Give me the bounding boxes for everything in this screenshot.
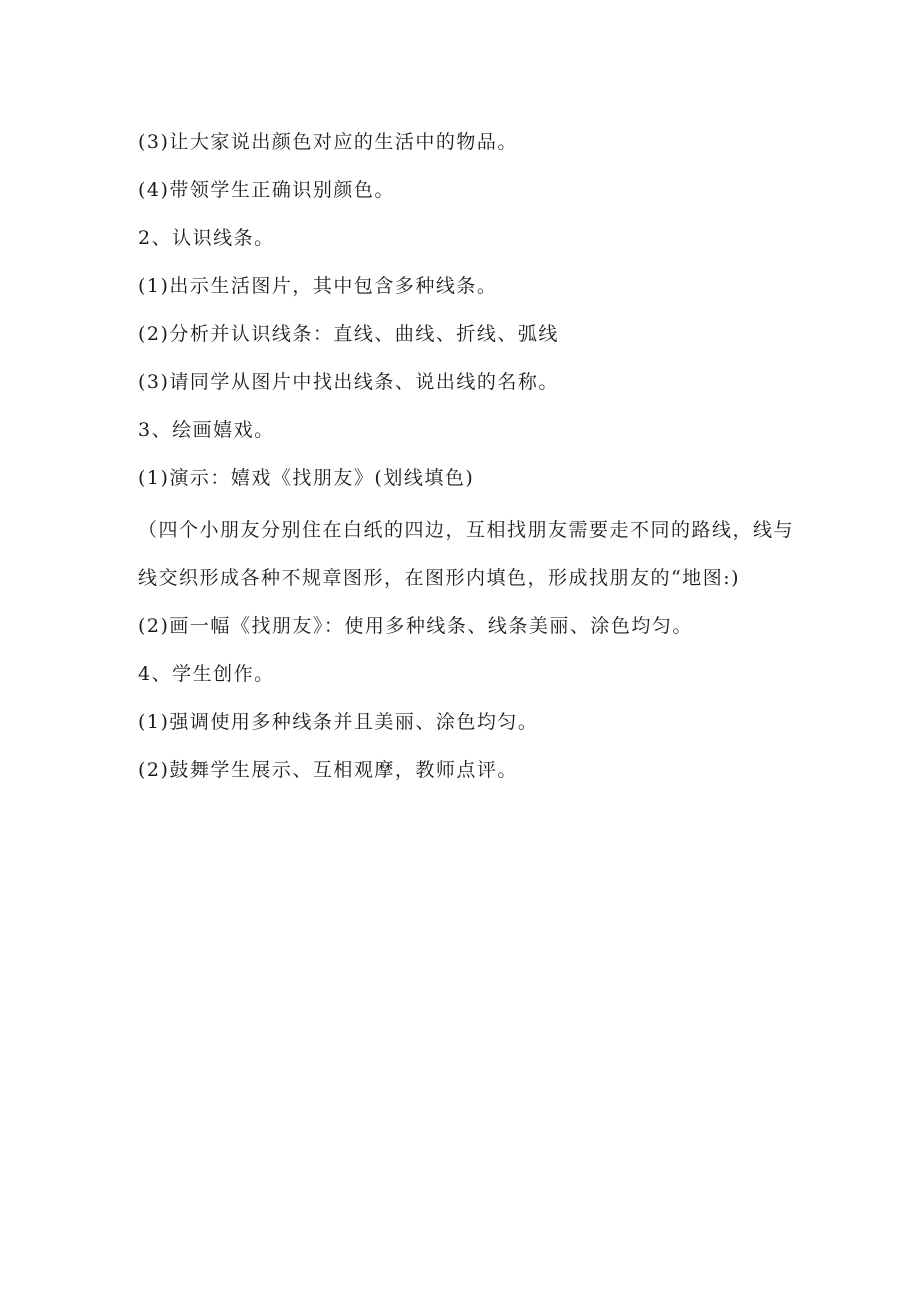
section-heading-lines: 2、认识线条。 (138, 227, 275, 249)
list-item-1-emphasize: (1)强调使用多种线条并且美丽、涂色均匀。 (138, 711, 539, 733)
section-heading-student-creation: 4、学生创作。 (138, 663, 275, 685)
list-item-3-colors-objects: (3)让大家说出颜色对应的生活中的物品。 (138, 131, 518, 153)
section-heading-drawing-game: 3、绘画嬉戏。 (138, 419, 275, 441)
list-item-4-identify-colors: (4)带领学生正确识别颜色。 (138, 179, 395, 201)
paragraph-line-1: （四个小朋友分别住在白纸的四边，互相找朋友需要走不同的路线，线与 (138, 519, 795, 541)
list-item-3-find-lines: (3)请同学从图片中找出线条、说出线的名称。 (138, 371, 559, 393)
list-item-2-analyze-lines: (2)分析并认识线条：直线、曲线、折线、弧线 (138, 323, 559, 345)
list-item-2-draw-picture: (2)画一幅《找朋友》：使用多种线条、线条美丽、涂色均匀。 (138, 615, 693, 637)
list-item-1-show-pictures: (1)出示生活图片，其中包含多种线条。 (138, 275, 498, 297)
list-item-1-demonstrate: (1)演示：嬉戏《找朋友》(划线填色) (138, 467, 475, 489)
list-item-2-encourage: (2)鼓舞学生展示、互相观摩，教师点评。 (138, 759, 518, 781)
paragraph-line-2: 线交织形成各种不规章图形，在图形内填色，形成找朋友的“地图:) (138, 567, 741, 589)
